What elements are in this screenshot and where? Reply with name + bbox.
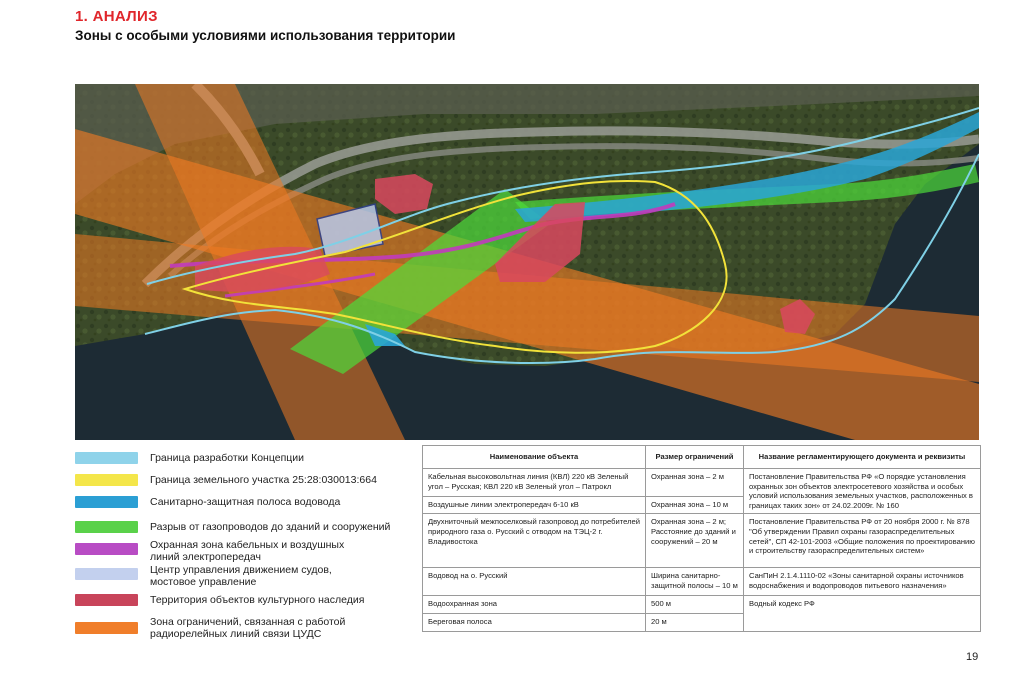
table-cell-limit: 20 м [646, 614, 744, 632]
legend-label: Разрыв от газопроводов до зданий и сооружений [150, 521, 391, 533]
column-header-object: Наименование объекта [423, 446, 646, 469]
restrictions-table [422, 445, 981, 632]
legend-label: Центр управления движением судов, мостовое управление [150, 564, 332, 588]
table-cell-limit: Охранная зона – 2 м [646, 469, 744, 497]
page-title: Зоны с особыми условиями использования территории [75, 28, 456, 43]
table-cell-limit: Охранная зона – 2 м; Расстояние до зданий и сооружений – 20 м [646, 514, 744, 568]
legend-label: Зона ограничений, связанная с работой радиорелейных линий связи ЦУДС [150, 616, 346, 640]
table-cell-limit: Охранная зона – 10 м [646, 497, 744, 514]
legend-swatch [75, 543, 138, 555]
legend-swatch [75, 521, 138, 533]
table-row [423, 514, 981, 568]
table-row [423, 596, 981, 614]
section-heading: 1. АНАЛИЗ [75, 8, 158, 25]
legend-swatch [75, 594, 138, 606]
legend-swatch [75, 474, 138, 486]
table-cell-limit: 500 м [646, 596, 744, 614]
legend-label: Территория объектов культурного наследия [150, 594, 365, 606]
table-cell-object: Береговая полоса [423, 614, 646, 632]
column-header-limit: Размер ограничений [646, 446, 744, 469]
table-row [423, 568, 981, 596]
zoning-map-svg [75, 84, 979, 440]
table-cell-document: Постановление Правительства РФ «О порядке установления охранных зон объектов электросетевого хозяйства и особых условий использования земельных участков, расположенных в границах таких зон» от 24.02.2009г. № 160 [744, 469, 981, 514]
column-header-document: Название регламентирующего документа и реквизиты [744, 446, 981, 469]
table-cell-limit: Ширина санитарно-защитной полосы – 10 м [646, 568, 744, 596]
legend-item-radio-relay [75, 618, 410, 648]
table-cell-document: СанПиН 2.1.4.1110-02 «Зоны санитарной охраны источников водоснабжения и водопроводов питьевого назначения» [744, 568, 981, 596]
legend-item-water-sanitary [75, 492, 410, 518]
legend-swatch [75, 452, 138, 464]
table-cell-object: Водоохранная зона [423, 596, 646, 614]
table-cell-document: Постановление Правительства РФ от 20 ноября 2000 г. № 878 "Об утверждении Правил охраны газораспределительных сетей", СП 42-101-2003 «Общие положения по проектированию и строительству газораспределительных систем» [744, 514, 981, 568]
table-row [423, 469, 981, 497]
table-cell-object: Двухниточный межпоселковый газопровод до потребителей природного газа о. Русский с отводом на ТЭЦ-2 г. Владивостока [423, 514, 646, 568]
legend-label: Граница земельного участка 25:28:030013:664 [150, 474, 377, 486]
zoning-map [75, 84, 979, 440]
table-cell-object: Воздушные линии электропередач 6-10 кВ [423, 497, 646, 514]
legend-label: Охранная зона кабельных и воздушных линий электропередач [150, 539, 345, 563]
table-cell-object: Кабельная высоковольтная линия (КВЛ) 220 кВ Зеленый угол – Русская; КВЛ 220 кВ Зеленый угол – Патрокл [423, 469, 646, 497]
legend-swatch [75, 496, 138, 508]
table-cell-object: Водовод на о. Русский [423, 568, 646, 596]
legend-label: Санитарно-защитная полоса водовода [150, 496, 341, 508]
table-cell-document: Водный кодекс РФ [744, 596, 981, 632]
legend-swatch [75, 622, 138, 634]
legend-label: Граница разработки Концепции [150, 452, 304, 464]
legend-item-cultural-heritage [75, 590, 410, 616]
page-number: 19 [966, 651, 979, 663]
legend-swatch [75, 568, 138, 580]
